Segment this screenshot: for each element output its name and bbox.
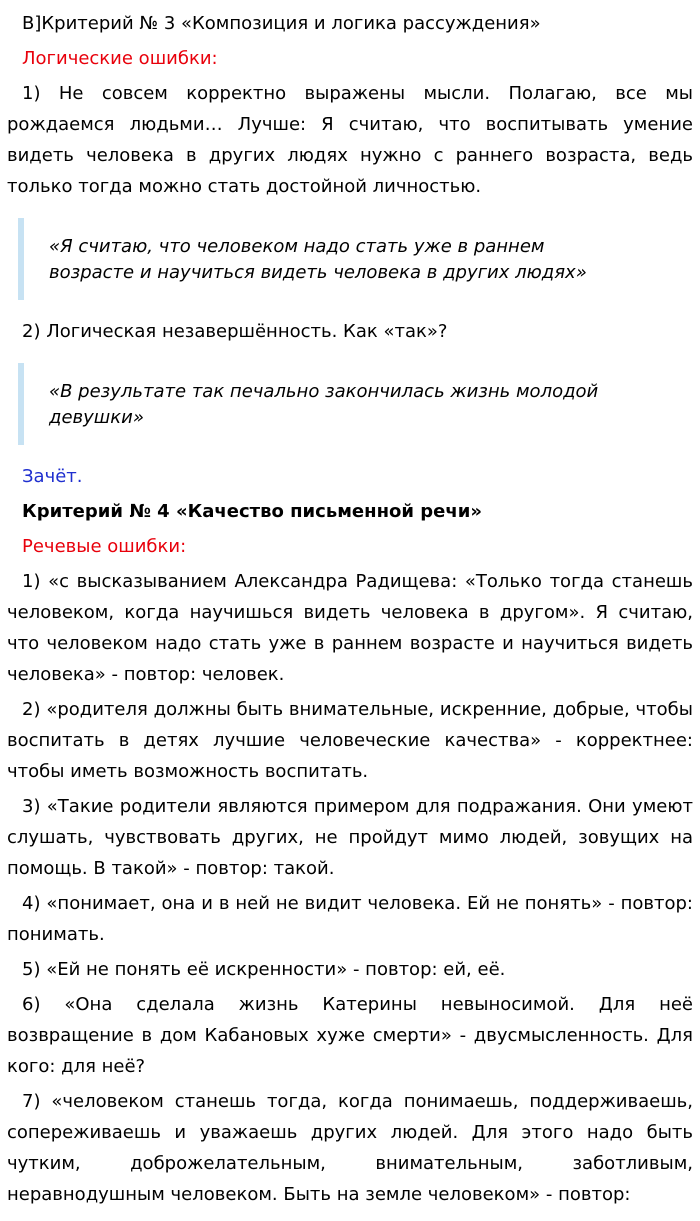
speech-error-item-4: 4) «понимает, она и в ней не видит человека. Ей не понять» - повтор: понимать. — [7, 893, 693, 945]
speech-error-item-2: 2) «родителя должны быть внимательные, искренние, добрые, чтобы воспитать в детях лучшие человеческие качества» - корректнее: чтобы иметь возможность воспитать. — [7, 699, 693, 782]
speech-error-item-3: 3) «Такие родители являются примером для подражания. Они умеют слушать, чувствовать других, не пройдут мимо людей, зовущих на помощь. В такой» - повтор: такой. — [7, 796, 693, 879]
speech-error-item-5: 5) «Ей не понять её искренности» - повтор: ей, её. — [22, 959, 506, 980]
quote-block-1 — [18, 218, 638, 300]
logic-error-item-2: 2) Логическая незавершённость. Как «так»? — [22, 321, 448, 342]
quote-text-2: «В результате так печально закончилась жизнь молодой девушки» — [49, 381, 599, 428]
logic-error-item-1: 1) Не совсем корректно выражены мысли. Полагаю, все мы рождаемся людьми… Лучше: Я считаю, что воспитывать умение видеть человека в других людях нужно с раннего возраста, ведь только тогда можно стать достойной личностью. — [7, 83, 693, 197]
criterion-3-heading: В]Критерий № 3 «Композиция и логика рассуждения» — [22, 13, 541, 34]
speech-error-item-7: 7) «человеком станешь тогда, когда понимаешь, поддерживаешь, сопереживаешь и уважаешь других людей. Для этого надо быть чутким, доброжелательным, внимательным, заботливым, неравнодушным человеком. Быть на земле человеком» - повтор: — [7, 1091, 693, 1205]
speech-errors-label: Речевые ошибки: — [22, 536, 187, 557]
logic-errors-label: Логические ошибки: — [22, 48, 218, 69]
pass-label: Зачёт. — [22, 466, 83, 487]
speech-error-item-1: 1) «с высказыванием Александра Радищева: «Только тогда станешь человеком, когда научишься видеть человека в другом». Я считаю, что человеком надо стать уже в раннем возрасте и научиться видеть человека» - повтор: человек. — [7, 571, 693, 685]
speech-error-item-6: 6) «Она сделала жизнь Катерины невыносимой. Для неё возвращение в дом Кабановых хуже смерти» - двусмысленность. Для кого: для неё? — [7, 994, 693, 1077]
quote-block-2 — [18, 363, 638, 445]
criterion-4-heading: Критерий № 4 «Качество письменной речи» — [22, 501, 482, 522]
quote-text-1: «Я считаю, что человеком надо стать уже в раннем возрасте и научиться видеть человека в других людях» — [49, 236, 587, 283]
